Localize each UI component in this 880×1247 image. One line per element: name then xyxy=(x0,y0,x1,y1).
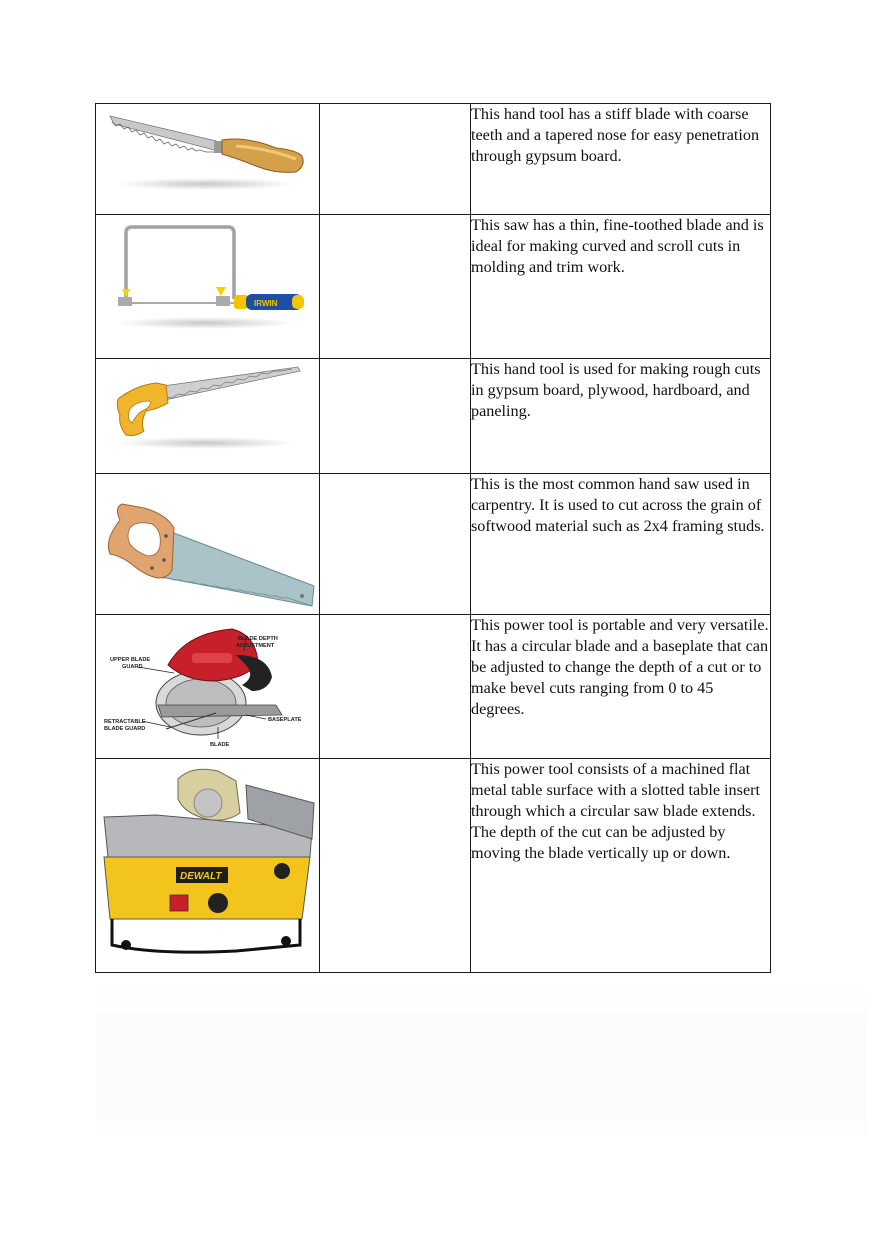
tool-image-cell xyxy=(96,615,320,759)
tool-image-cell xyxy=(96,104,320,215)
crosscut-saw-icon xyxy=(96,474,320,615)
tool-image-cell xyxy=(96,759,320,973)
description-cell: This hand tool is used for making rough cuts in gypsum board, plywood, hardboard, and paneling. xyxy=(471,359,771,474)
tools-table xyxy=(95,103,771,973)
label-adjustment: ADJUSTMENT xyxy=(236,643,275,649)
name-cell xyxy=(320,759,471,973)
label-blade-guard: BLADE GUARD xyxy=(104,726,146,732)
label-baseplate: BASEPLATE xyxy=(268,717,302,723)
drywall-saw-icon xyxy=(96,104,320,215)
brand-label: DEWALT xyxy=(180,871,222,882)
description-cell: This hand tool has a stiff blade with coarse teeth and a tapered nose for easy penetration through gypsum board. xyxy=(471,104,771,215)
brand-label: IRWIN xyxy=(254,299,278,308)
table-saw-icon xyxy=(96,759,320,973)
description-cell: This saw has a thin, fine-toothed blade and is ideal for making curved and scroll cuts in molding and trim work. xyxy=(471,215,771,359)
label-blade-depth: BLADE DEPTH xyxy=(238,636,278,642)
tool-image-cell xyxy=(96,474,320,615)
table-row xyxy=(96,215,771,359)
label-upper-blade: UPPER BLADE xyxy=(110,657,151,663)
keyhole-saw-icon xyxy=(96,359,320,474)
label-guard: GUARD xyxy=(122,664,143,670)
table-row xyxy=(96,359,771,474)
tool-image-cell xyxy=(96,215,320,359)
coping-saw-icon xyxy=(96,215,320,359)
description-cell: This power tool consists of a machined flat metal table surface with a slotted table insert through which a circular saw blade extends. The depth of the cut can be adjusted by moving the blade vertically up or down. xyxy=(471,759,771,973)
label-retractable: RETRACTABLE xyxy=(104,719,146,725)
table-row xyxy=(96,759,771,973)
name-cell xyxy=(320,474,471,615)
name-cell xyxy=(320,359,471,474)
table-row xyxy=(96,104,771,215)
circular-saw-icon xyxy=(96,615,320,759)
label-blade: BLADE xyxy=(210,742,230,748)
description-cell: This power tool is portable and very versatile. It has a circular blade and a baseplate that can be adjusted to change the depth of a cut or to make bevel cuts ranging from 0 to 45 degrees. xyxy=(471,615,771,759)
tool-image-cell xyxy=(96,359,320,474)
name-cell xyxy=(320,215,471,359)
name-cell xyxy=(320,104,471,215)
name-cell xyxy=(320,615,471,759)
table-row xyxy=(96,474,771,615)
table-row xyxy=(96,615,771,759)
description-cell: This is the most common hand saw used in carpentry. It is used to cut across the grain of softwood material such as 2x4 framing studs. xyxy=(471,474,771,615)
page-background xyxy=(96,985,866,1135)
